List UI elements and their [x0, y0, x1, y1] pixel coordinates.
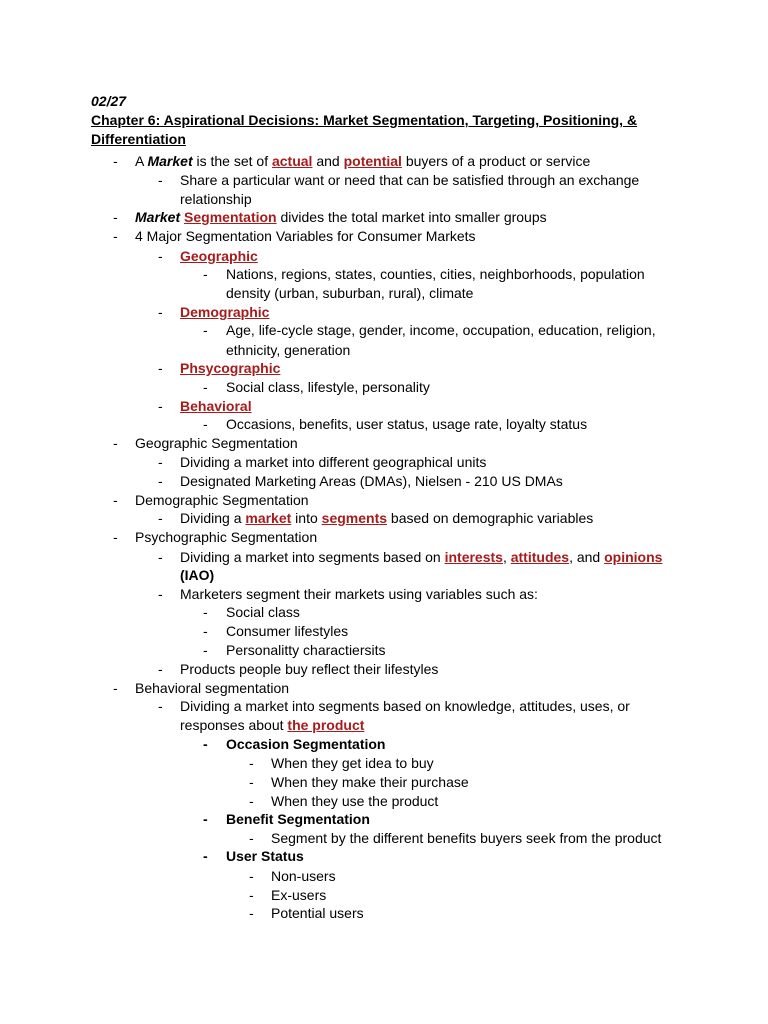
bullet-dash: -: [158, 248, 163, 264]
keyword-geographic: Geographic: [180, 248, 258, 264]
list-item-text: Share a particular want or need that can be satisfied through an exchange: [180, 172, 640, 188]
text-span: Geographic Segmentation: [135, 435, 298, 451]
text-span: Designated Marketing Areas (DMAs), Nielsen - 210 US DMAs: [180, 473, 563, 489]
bullet-dash: -: [203, 322, 208, 338]
keyword-interests: interests: [444, 549, 503, 565]
text-span: Non-users: [271, 868, 336, 884]
text-span: Dividing a market into segments based on: [180, 549, 445, 565]
bullet-dash: -: [158, 398, 163, 414]
keyword-opinions: opinions: [604, 549, 663, 565]
keyword-demographic: Demographic: [180, 304, 270, 320]
text-span: Age, life-cycle stage, gender, income, occupation, education, religion,: [226, 322, 656, 338]
keyword-segmentation: Segmentation: [184, 209, 277, 225]
text-span: responses about: [180, 717, 288, 733]
chapter-title: Chapter 6: Aspirational Decisions: Market Segmentation, Targeting, Positioning, &: [91, 112, 638, 128]
keyword-attitudes: attitudes: [510, 549, 570, 565]
text-span: When they get idea to buy: [271, 755, 434, 771]
text-span: Demographic Segmentation: [135, 492, 309, 508]
text-span: ,: [502, 549, 511, 565]
text-span: Products people buy reflect their lifestyles: [180, 661, 439, 677]
text-span: Segment by the different benefits buyers seek from the product: [271, 830, 662, 846]
bullet-dash: -: [158, 360, 163, 376]
text-span: based on demographic variables: [387, 510, 594, 526]
bullet-dash: -: [203, 736, 208, 752]
bullet-dash: -: [249, 887, 254, 903]
list-item-text: 4 Major Segmentation Variables for Consumer Markets: [135, 228, 476, 244]
bullet-dash: -: [113, 492, 118, 508]
text-span: Social class, lifestyle, personality: [226, 379, 430, 395]
bullet-dash: -: [203, 604, 208, 620]
text-span: is the set of: [192, 153, 272, 169]
bullet-dash: -: [113, 680, 118, 696]
text-span: ethnicity, generation: [226, 342, 351, 358]
bullet-dash: -: [203, 379, 208, 395]
bullet-dash: -: [203, 642, 208, 658]
text-span: , and: [569, 549, 605, 565]
text-span: Consumer lifestyles: [226, 623, 349, 639]
bullet-dash: -: [249, 868, 254, 884]
bullet-dash: -: [158, 454, 163, 470]
bullet-dash: -: [113, 529, 118, 545]
bullet-dash: -: [203, 811, 208, 827]
subheading-user-status: User Status: [226, 848, 304, 864]
text-span: Market: [147, 153, 193, 169]
text-span: relationship: [180, 191, 252, 207]
bullet-dash: -: [203, 848, 208, 864]
bullet-dash: -: [158, 549, 163, 565]
chapter-title-continued: Differentiation: [91, 131, 186, 147]
subheading-benefit-segmentation: Benefit Segmentation: [226, 811, 370, 827]
list-item-text: [180, 716, 364, 735]
keyword-market: market: [245, 510, 292, 526]
text-span: Dividing a market into segments based on knowledge, attitudes, uses, or: [180, 698, 630, 714]
text-span: Dividing a market into different geographical units: [180, 454, 487, 470]
bullet-dash: -: [113, 228, 118, 244]
bullet-dash: -: [203, 416, 208, 432]
date: 02/27: [91, 93, 127, 109]
text-span: Ex-users: [271, 887, 327, 903]
text-span: into: [291, 510, 322, 526]
bullet-dash: -: [113, 209, 118, 225]
bullet-dash: -: [158, 698, 163, 714]
text-span: divides the total market into smaller groups: [276, 209, 547, 225]
bullet-dash: -: [113, 153, 118, 169]
bullet-dash: -: [249, 755, 254, 771]
bullet-dash: -: [249, 905, 254, 921]
text-span: Psychographic Segmentation: [135, 529, 318, 545]
bullet-dash: -: [158, 586, 163, 602]
bullet-dash: -: [249, 830, 254, 846]
list-item-text: [180, 548, 662, 567]
bullet-dash: -: [249, 793, 254, 809]
subheading-occasion-segmentation: Occasion Segmentation: [226, 736, 386, 752]
bullet-dash: -: [249, 774, 254, 790]
list-item-text: [135, 152, 590, 171]
keyword-behavioral: Behavioral: [180, 398, 252, 414]
list-item-text: [180, 509, 593, 528]
text-span: and: [312, 153, 344, 169]
text-span: density (urban, suburban, rural), climate: [226, 285, 474, 301]
text-span: Dividing a: [180, 510, 246, 526]
text-span: Marketers segment their markets using variables such as:: [180, 586, 538, 602]
bullet-dash: -: [203, 266, 208, 282]
keyword-phsycographic: Phsycographic: [180, 360, 281, 376]
keyword-potential: potential: [343, 153, 402, 169]
text-span: Market: [135, 209, 181, 225]
text-span: Potential users: [271, 905, 364, 921]
bullet-dash: -: [158, 661, 163, 677]
text-span: buyers of a product or service: [401, 153, 591, 169]
bullet-dash: -: [158, 172, 163, 188]
bullet-dash: -: [113, 435, 118, 451]
keyword-actual: actual: [271, 153, 313, 169]
text-span: Nations, regions, states, counties, cities, neighborhoods, population: [226, 266, 645, 282]
text-span: Occasions, benefits, user status, usage rate, loyalty status: [226, 416, 588, 432]
text-span: Personalitty charactiersits: [226, 642, 386, 658]
bullet-dash: -: [158, 473, 163, 489]
list-item-text: [135, 208, 547, 227]
keyword-segments: segments: [321, 510, 388, 526]
text-span: A: [135, 153, 148, 169]
text-span: When they use the product: [271, 793, 439, 809]
text-span: When they make their purchase: [271, 774, 469, 790]
abbreviation-iao: (IAO): [180, 567, 215, 583]
text-span: Behavioral segmentation: [135, 680, 290, 696]
bullet-dash: -: [203, 623, 208, 639]
keyword-the-product: the product: [287, 717, 365, 733]
bullet-dash: -: [158, 510, 163, 526]
bullet-dash: -: [158, 304, 163, 320]
text-span: Social class: [226, 604, 300, 620]
